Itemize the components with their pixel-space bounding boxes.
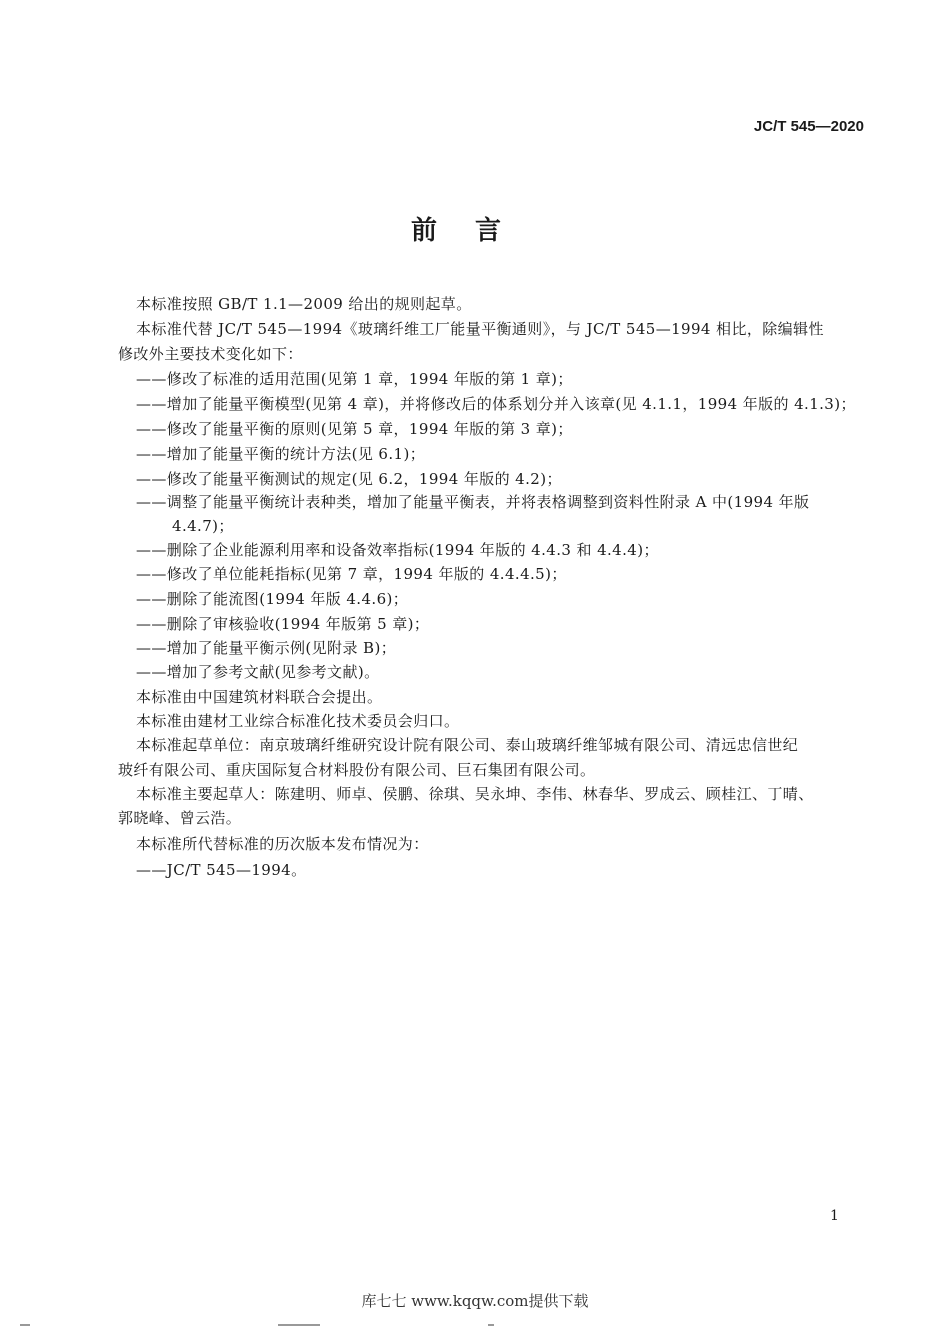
text-line: 本标准由中国建筑材料联合会提出。 xyxy=(136,688,383,706)
text-line: ——增加了能量平衡的统计方法(见 6.1)； xyxy=(136,445,426,463)
scan-mark xyxy=(20,1324,30,1326)
text-line: 修改外主要技术变化如下： xyxy=(118,345,303,363)
text-line: 本标准按照 GB/T 1.1—2009 给出的规则起草。 xyxy=(136,295,472,313)
text-line: 本标准所代替标准的历次版本发布情况为： xyxy=(136,835,429,853)
text-line: 郭晓峰、曾云浩。 xyxy=(118,809,242,827)
download-footer: 库七七 www.kqqw.com提供下载 xyxy=(361,1292,589,1310)
scan-mark xyxy=(278,1324,320,1326)
page-title: 前言 xyxy=(410,216,539,246)
text-line: 4.4.7)； xyxy=(172,517,234,535)
page-number: 1 xyxy=(830,1208,839,1224)
text-line: 本标准由建材工业综合标准化技术委员会归口。 xyxy=(136,712,460,730)
text-line: ——增加了能量平衡模型(见第 4 章)，并将修改后的体系划分并入该章(见 4.1.1，1994 年版的 4.1.3)； xyxy=(136,395,856,413)
scan-mark xyxy=(488,1324,494,1326)
text-line: ——增加了参考文献(见参考文献)。 xyxy=(136,663,380,681)
text-line: 本标准起草单位：南京玻璃纤维研究设计院有限公司、泰山玻璃纤维邹城有限公司、清远忠信世纪 xyxy=(136,736,799,754)
text-line: 本标准代替 JC/T 545—1994《玻璃纤维工厂能量平衡通则》，与 JC/T 545—1994 相比，除编辑性 xyxy=(136,320,824,338)
text-line: ——JC/T 545—1994。 xyxy=(136,861,307,879)
document-code: JC/T 545—2020 xyxy=(753,118,864,135)
text-line: 玻纤有限公司、重庆国际复合材料股份有限公司、巨石集团有限公司。 xyxy=(118,761,596,779)
text-line: ——修改了能量平衡的原则(见第 5 章，1994 年版的第 3 章)； xyxy=(136,420,573,438)
text-line: ——修改了标准的适用范围(见第 1 章，1994 年版的第 1 章)； xyxy=(136,370,573,388)
text-line: ——修改了能量平衡测试的规定(见 6.2，1994 年版的 4.2)； xyxy=(136,470,562,488)
text-line: ——删除了审核验收(1994 年版第 5 章)； xyxy=(136,615,430,633)
text-line: ——增加了能量平衡示例(见附录 B)； xyxy=(136,639,397,657)
text-line: ——删除了企业能源利用率和设备效率指标(1994 年版的 4.4.3 和 4.4.4)； xyxy=(136,541,659,559)
text-line: ——删除了能流图(1994 年版 4.4.6)； xyxy=(136,590,409,608)
text-line: 本标准主要起草人：陈建明、师卓、侯鹏、徐琪、吴永坤、李伟、林春华、罗成云、顾桂江、丁晴、 xyxy=(136,785,814,803)
text-line: ——调整了能量平衡统计表种类，增加了能量平衡表，并将表格调整到资料性附录 A 中(1994 年版 xyxy=(136,493,810,511)
text-line: ——修改了单位能耗指标(见第 7 章，1994 年版的 4.4.4.5)； xyxy=(136,565,567,583)
